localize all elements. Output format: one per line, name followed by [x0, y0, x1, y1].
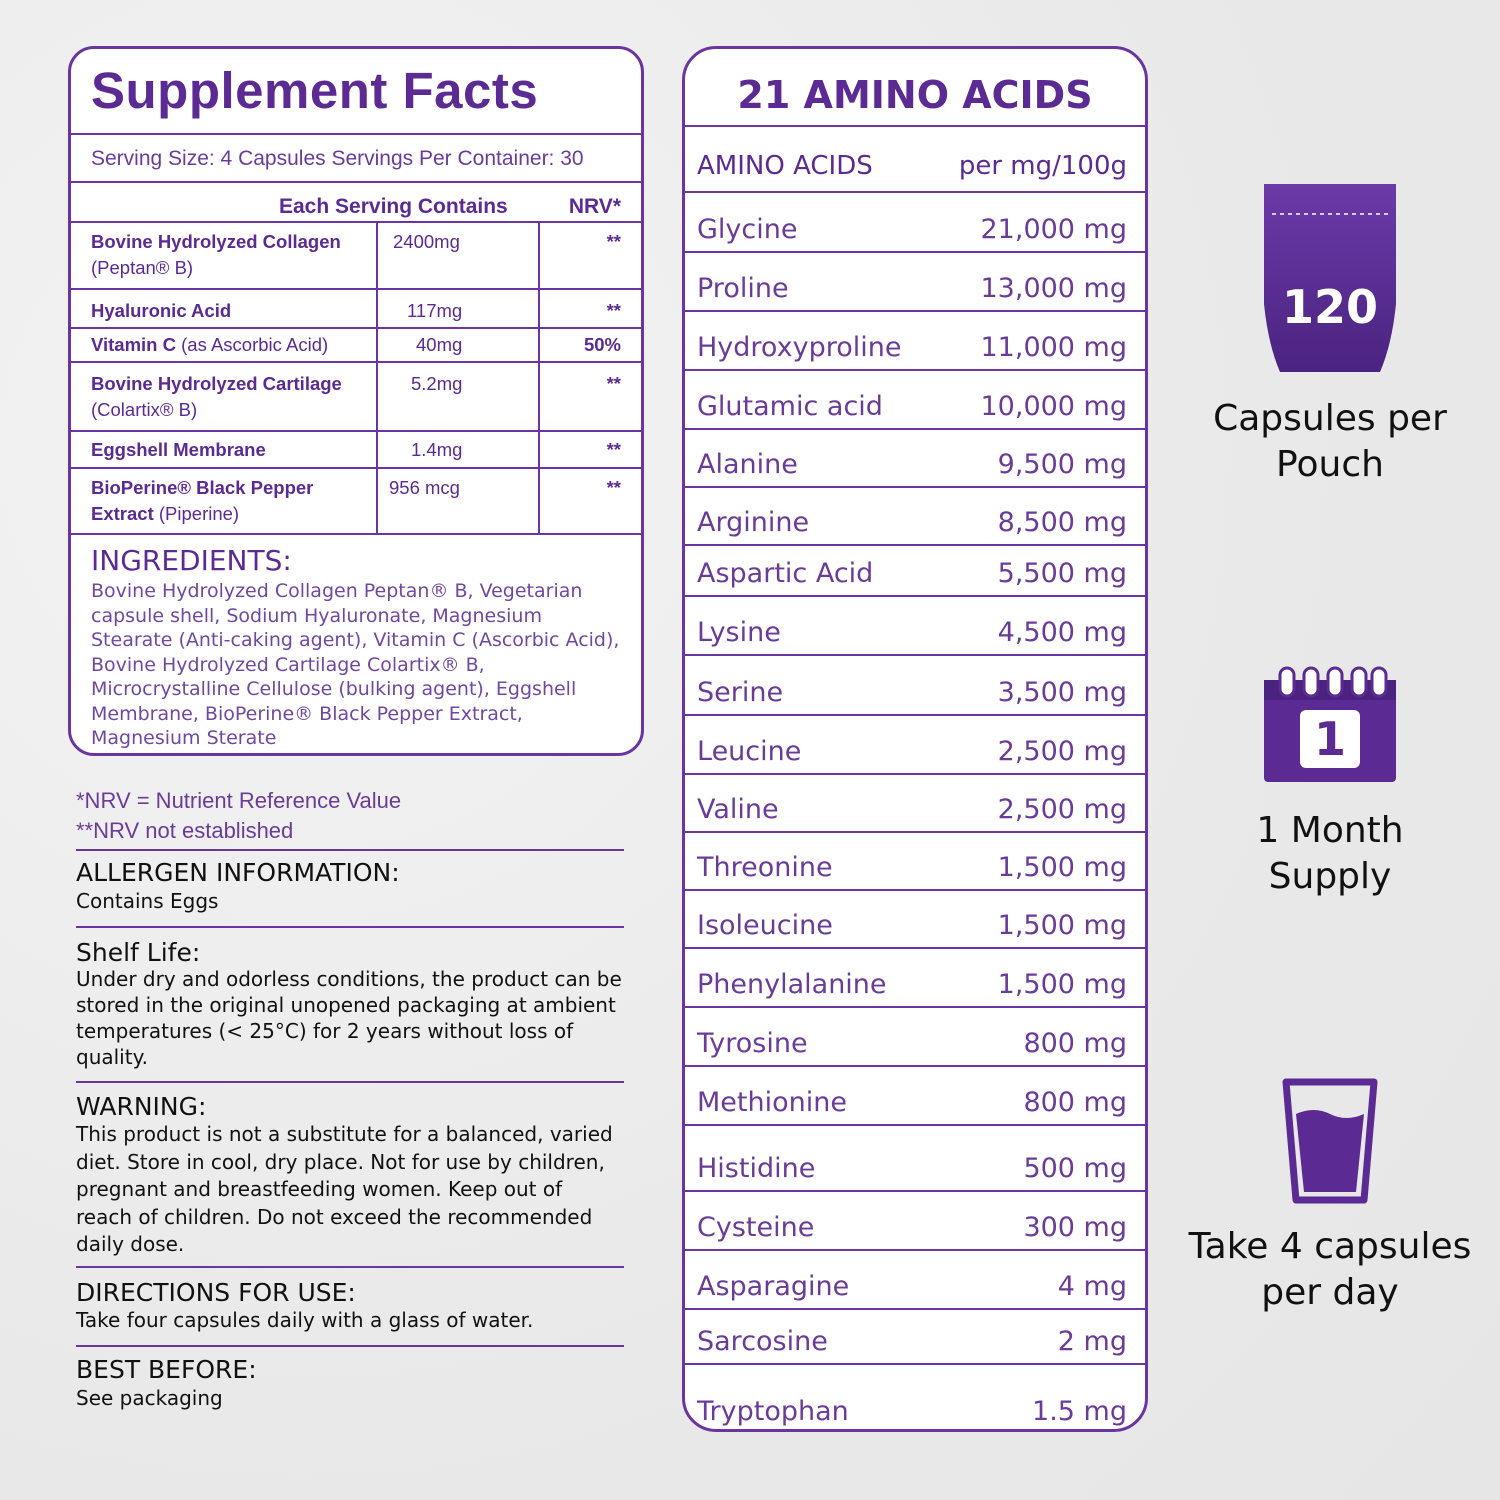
amino-row	[685, 488, 1145, 546]
amino-row	[685, 1365, 1145, 1432]
amino-value: 1.5 mg	[1032, 1396, 1127, 1427]
divider	[71, 361, 641, 363]
glass-label: Take 4 capsules per day	[1188, 1226, 1472, 1313]
amino-value: 5,500 mg	[997, 558, 1127, 589]
amino-row	[685, 1192, 1145, 1251]
amino-value: 800 mg	[1023, 1028, 1127, 1059]
divider	[71, 181, 641, 183]
pouch-count: 120	[1281, 280, 1379, 334]
directions-body: Take four capsules daily with a glass of water.	[76, 1308, 534, 1332]
nutrient-nrv: **	[606, 373, 621, 394]
amino-value: 1,500 mg	[997, 969, 1127, 1000]
amino-value: 4,500 mg	[997, 617, 1127, 648]
amino-name: Serine	[697, 677, 784, 708]
amino-name: Tryptophan	[697, 1396, 849, 1427]
divider	[76, 1345, 624, 1347]
divider	[71, 133, 641, 135]
nutrient-nrv: **	[606, 300, 621, 321]
nutrient-amount: 956 mcg	[389, 477, 460, 498]
amino-value: 11,000 mg	[980, 332, 1127, 363]
divider	[76, 1266, 624, 1268]
amino-row	[685, 1067, 1145, 1126]
nutrient-name: Bovine Hydrolyzed Cartilage (Colartix® B)	[91, 373, 342, 420]
nutrient-name: BioPerine® Black Pepper Extract (Piperine)	[91, 477, 314, 524]
amino-value: 1,500 mg	[997, 852, 1127, 883]
divider	[71, 221, 641, 223]
amino-name: Proline	[697, 273, 789, 304]
allergen-body: Contains Eggs	[76, 889, 219, 913]
amino-value: 3,500 mg	[997, 677, 1127, 708]
amino-name: Isoleucine	[697, 910, 833, 941]
amino-name: Phenylalanine	[697, 969, 887, 1000]
amino-row	[685, 891, 1145, 949]
amino-title: 21 AMINO ACIDS	[737, 73, 1093, 117]
amino-row	[685, 193, 1145, 253]
amino-row	[685, 546, 1145, 597]
shelf-life-body: Under dry and odorless conditions, the product can be stored in the original unopened packaging at ambient temperatures (< 25°C) for 2 years without loss of quality.	[76, 967, 622, 1069]
amino-name: Histidine	[697, 1153, 816, 1184]
shelf-life-title: Shelf Life:	[76, 938, 201, 967]
amino-name: Hydroxyproline	[697, 332, 902, 363]
amino-row	[685, 1251, 1145, 1310]
divider	[76, 849, 624, 851]
amino-name: Sarcosine	[697, 1326, 828, 1357]
amino-col-value: per mg/100g	[958, 151, 1127, 181]
amino-value: 8,500 mg	[997, 507, 1127, 538]
nutrient-name: Vitamin C (as Ascorbic Acid)	[91, 334, 329, 355]
amino-name: Threonine	[697, 852, 833, 883]
nutrient-nrv: 50%	[583, 334, 621, 355]
ingredients-title: INGREDIENTS:	[91, 544, 292, 577]
divider	[71, 288, 641, 290]
amino-row	[685, 430, 1145, 488]
water-glass-icon	[1282, 1078, 1378, 1206]
nrv-not-established: **NRV not established	[76, 818, 294, 843]
amino-row	[685, 1126, 1145, 1192]
nutrient-nrv: **	[606, 439, 621, 460]
nutrient-amount: 2400mg	[393, 231, 460, 252]
amino-value: 2,500 mg	[997, 736, 1127, 767]
facts-title: Supplement Facts	[91, 62, 539, 119]
amino-row	[685, 775, 1145, 833]
amino-value: 500 mg	[1023, 1153, 1127, 1184]
amino-value: 4 mg	[1057, 1271, 1127, 1302]
nutrient-name: Bovine Hydrolyzed Collagen (Peptan® B)	[91, 231, 341, 278]
nutrient-amount: 40mg	[416, 334, 463, 355]
pouch-label: Capsules per Pouch	[1213, 398, 1447, 485]
divider	[71, 430, 641, 432]
amino-col-name: AMINO ACIDS	[697, 151, 873, 181]
amino-name: Valine	[697, 794, 779, 825]
amino-name: Aspartic Acid	[697, 558, 874, 589]
amino-name: Arginine	[697, 507, 810, 538]
amino-value: 21,000 mg	[980, 214, 1127, 245]
nutrient-nrv: **	[606, 477, 621, 498]
amino-row	[685, 716, 1145, 775]
amino-value: 13,000 mg	[980, 273, 1127, 304]
amino-value: 2,500 mg	[997, 794, 1127, 825]
amino-name: Leucine	[697, 736, 802, 767]
pouch-icon	[1262, 184, 1398, 374]
divider	[71, 467, 641, 469]
divider	[685, 125, 1145, 127]
calendar-number: 1	[1313, 712, 1346, 766]
amino-name: Lysine	[697, 617, 781, 648]
warning-title: WARNING:	[76, 1092, 207, 1121]
divider	[76, 1081, 624, 1083]
amino-name: Asparagine	[697, 1271, 850, 1302]
col-nrv: NRV*	[568, 195, 621, 218]
amino-name: Alanine	[697, 449, 798, 480]
best-before-body: See packaging	[76, 1386, 223, 1410]
amino-row	[685, 656, 1145, 716]
nutrient-amount: 117mg	[407, 300, 463, 321]
nutrient-amount: 5.2mg	[411, 373, 463, 394]
amino-value: 9,500 mg	[997, 449, 1127, 480]
col-each-serving: Each Serving Contains	[279, 195, 508, 218]
nutrient-amount: 1.4mg	[411, 439, 463, 460]
nutrient-name: Hyaluronic Acid	[91, 300, 232, 321]
divider	[71, 533, 641, 535]
amino-name: Cysteine	[697, 1212, 815, 1243]
amino-name: Methionine	[697, 1087, 847, 1118]
directions-title: DIRECTIONS FOR USE:	[76, 1278, 356, 1307]
nutrient-nrv: **	[606, 231, 621, 252]
amino-row	[685, 597, 1145, 656]
amino-value: 2 mg	[1057, 1326, 1127, 1357]
amino-value: 300 mg	[1023, 1212, 1127, 1243]
amino-row	[685, 1310, 1145, 1365]
amino-row	[685, 371, 1145, 430]
nrv-definition: *NRV = Nutrient Reference Value	[76, 788, 402, 813]
warning-body: This product is not a substitute for a balanced, varied diet. Store in cool, dry place. Not for use by children, pregnant and breastfeeding women. Keep out of reach of children. Do not exceed the recommended daily dose.	[76, 1122, 613, 1256]
amino-value: 1,500 mg	[997, 910, 1127, 941]
divider	[71, 327, 641, 329]
amino-row	[685, 1008, 1145, 1067]
best-before-title: BEST BEFORE:	[76, 1355, 257, 1384]
calendar-label: 1 Month Supply	[1256, 810, 1404, 897]
amino-acids-panel	[682, 46, 1148, 1432]
amino-name: Glycine	[697, 214, 798, 245]
amino-row	[685, 253, 1145, 312]
amino-row	[685, 312, 1145, 371]
amino-value: 800 mg	[1023, 1087, 1127, 1118]
amino-row	[685, 833, 1145, 891]
serving-size: Serving Size: 4 Capsules Servings Per Container: 30	[91, 147, 584, 170]
nutrient-name: Eggshell Membrane	[91, 439, 266, 460]
divider	[76, 926, 624, 928]
allergen-title: ALLERGEN INFORMATION:	[76, 858, 400, 887]
col-line	[538, 221, 540, 533]
amino-value: 10,000 mg	[980, 391, 1127, 422]
ingredients-text: Bovine Hydrolyzed Collagen Peptan® B, Vegetarian capsule shell, Sodium Hyaluronate, Magnesium Stearate (Anti-caking agent), Vitamin C (Ascorbic Acid), Bovine Hydrolyzed Cartilage Colartix® B, Microcrystalline Cellulose (bulking agent), Eggshell Membrane, BioPerine® Black Pepper Extract, Magnesium Sterate	[91, 580, 620, 749]
amino-row	[685, 949, 1145, 1008]
supplement-facts-panel	[68, 46, 644, 756]
amino-name: Tyrosine	[697, 1028, 808, 1059]
amino-name: Glutamic acid	[697, 391, 883, 422]
